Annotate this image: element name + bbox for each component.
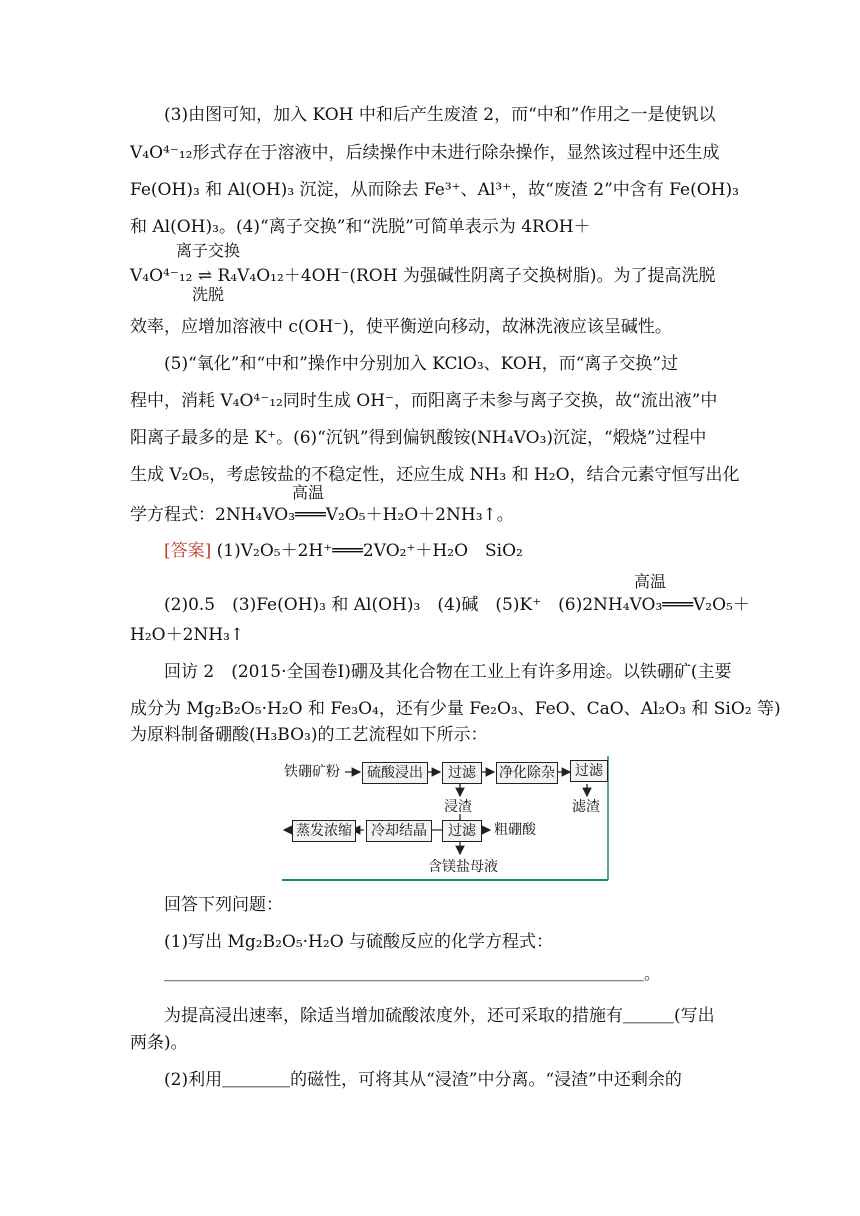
question-heading: 回访 2 (2015·全国卷Ⅰ)硼及其化合物在工业上有许多用途。以铁硼矿(主要 — [164, 662, 732, 682]
text-line: (3)由图可知，加入 KOH 中和后产生废渣 2，而“中和”作用之一是使钒以 — [164, 105, 716, 125]
text-line: (2)0.5 (3)Fe(OH)₃ 和 Al(OH)₃ (4)碱 (5)K⁺ (6)2NH₄VO₃═══V₂O₅＋ — [164, 595, 750, 615]
flow-step-filter: 过滤 — [442, 820, 482, 842]
process-flow-diagram — [282, 756, 612, 882]
text-line: V₄O⁴⁻₁₂形式存在于溶液中，后续操作中未进行除杂操作，显然该过程中还生成 — [130, 143, 720, 163]
answer-line — [164, 539, 523, 563]
flow-step-purify: 净化除杂 — [496, 762, 558, 784]
flow-step-acid-leach: 硫酸浸出 — [362, 762, 428, 784]
answer-blank: ＿＿＿＿＿＿＿＿＿＿＿＿＿＿＿＿＿＿＿＿＿＿＿＿＿＿＿＿＿＿。 — [164, 964, 661, 983]
answer-tag: [答案] — [164, 541, 212, 561]
reaction-condition-elution: 洗脱 — [192, 285, 225, 304]
text-line: H₂O＋2NH₃↑ — [130, 625, 245, 645]
flow-crude-acid-label: 粗硼酸 — [494, 822, 536, 838]
text-line: (5)“氧化”和“中和”操作中分别加入 KClO₃、KOH，而“离子交换”过 — [164, 354, 679, 374]
text-line: 生成 V₂O₅，考虑铵盐的不稳定性，还应生成 NH₃ 和 H₂O，结合元素守恒写出化 — [130, 465, 740, 485]
text-line: 阳离子最多的是 K⁺。(6)“沉钒”得到偏钒酸铵(NH₄VO₃)沉淀，“煅烧”过程中 — [130, 428, 707, 448]
text-line: 程中，消耗 V₄O⁴⁻₁₂同时生成 OH⁻，而阳离子未参与离子交换，故“流出液”中 — [130, 391, 718, 411]
flow-step-filter: 过滤 — [442, 762, 482, 784]
answer-text: (1)V₂O₅＋2H⁺═══2VO₂⁺＋H₂O SiO₂ — [216, 541, 523, 561]
text-line: 两条)。 — [130, 1033, 188, 1053]
flow-step-cool-crystallize: 冷却结晶 — [366, 820, 432, 842]
question-2: (2)利用＿＿＿＿的磁性，可将其从“浸渣”中分离。“浸渣”中还剩余的 — [164, 1070, 682, 1090]
text-line: 回答下列问题： — [164, 895, 283, 915]
text-line: V₄O⁴⁻₁₂ ⇌ R₄V₄O₁₂＋4OH⁻(ROH 为强碱性阴离子交换树脂)。为了提高洗脱 — [130, 266, 716, 286]
text-line: 为提高浸出速率，除适当增加硫酸浓度外，还可采取的措施有＿＿＿(写出 — [164, 1006, 715, 1026]
flow-mother-liquor-label: 含镁盐母液 — [428, 859, 498, 875]
reaction-condition-high-temp: 高温 — [634, 572, 667, 591]
flow-step-filter: 过滤 — [570, 760, 608, 782]
text-line: Fe(OH)₃ 和 Al(OH)₃ 沉淀，从而除去 Fe³⁺、Al³⁺，故“废渣 2”中含有 Fe(OH)₃ — [130, 180, 739, 200]
text-line: 效率，应增加溶液中 c(OH⁻)，使平衡逆向移动，故淋洗液应该呈碱性。 — [130, 317, 672, 337]
text-line: 学方程式：2NH₄VO₃═══V₂O₅＋H₂O＋2NH₃↑。 — [130, 505, 514, 525]
flow-leach-residue-label: 浸渣 — [444, 799, 472, 815]
question-1: (1)写出 Mg₂B₂O₅·H₂O 与硫酸反应的化学方程式： — [164, 932, 554, 952]
text-line: 和 Al(OH)₃。(4)“离子交换”和“洗脱”可简单表示为 4ROH＋ — [130, 217, 591, 237]
reaction-condition-ion-exchange: 离子交换 — [176, 241, 241, 260]
flow-filter-residue-label: 滤渣 — [572, 799, 600, 815]
reaction-condition-high-temp: 高温 — [292, 483, 325, 502]
text-line: 成分为 Mg₂B₂O₅·H₂O 和 Fe₃O₄，还有少量 Fe₂O₃、FeO、CaO、Al₂O₃ 和 SiO₂ 等) — [130, 699, 781, 719]
flow-start-label: 铁硼矿粉 — [284, 764, 340, 780]
text-line: 为原料制备硼酸(H₃BO₃)的工艺流程如下所示： — [130, 725, 488, 745]
flow-step-evaporate: 蒸发浓缩 — [292, 820, 356, 842]
